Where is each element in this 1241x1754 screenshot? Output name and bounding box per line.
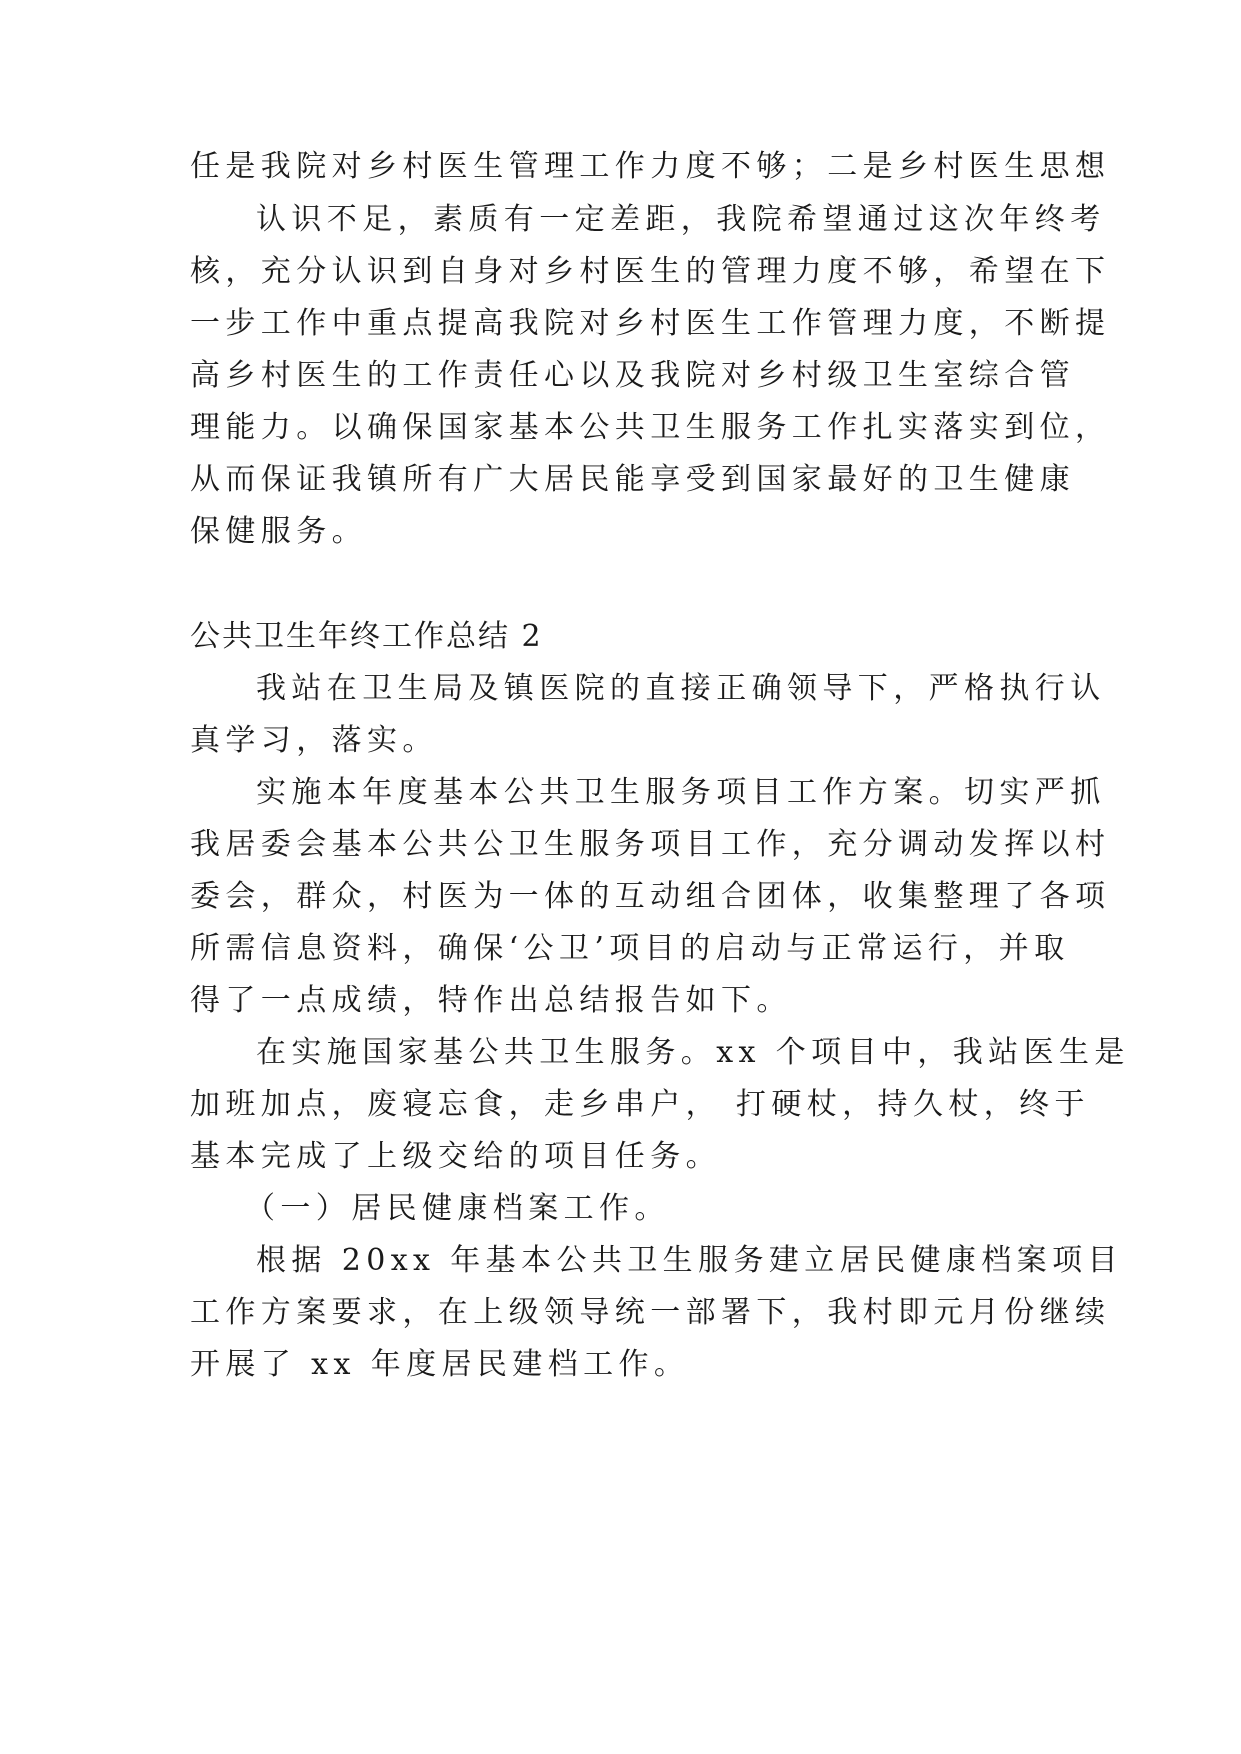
body-text-line: 核，充分认识到自身对乡村医生的管理力度不够，希望在下 <box>190 254 1111 289</box>
body-text-line: 真学习，落实。 <box>190 723 438 758</box>
subsection-heading: （一）居民健康档案工作。 <box>245 1191 670 1226</box>
body-text-line: 基本完成了上级交给的项目任务。 <box>190 1139 721 1174</box>
body-text-line: 在实施国家基公共卫生服务。xx 个项目中，我站医生是 <box>256 1035 1130 1070</box>
body-text-line: 我居委会基本公共公卫生服务项目工作，充分调动发挥以村 <box>190 827 1111 862</box>
body-text-line: 实施本年度基本公共卫生服务项目工作方案。切实严抓 <box>256 775 1106 810</box>
body-text-line: 加班加点，废寝忘食，走乡串户， 打硬杖，持久杖，终于 <box>190 1087 1090 1122</box>
body-text-line: 理能力。以确保国家基本公共卫生服务工作扎实落实到位， <box>190 410 1111 445</box>
body-text-line: 工作方案要求，在上级领导统一部署下，我村即元月份继续 <box>190 1295 1111 1330</box>
body-text-line: 得了一点成绩，特作出总结报告如下。 <box>190 983 792 1018</box>
body-text-line: 根据 20xx 年基本公共卫生服务建立居民健康档案项目 <box>256 1243 1123 1278</box>
body-text-line: 保健服务。 <box>190 514 367 549</box>
body-text-line: 我站在卫生局及镇医院的直接正确领导下，严格执行认 <box>256 671 1106 706</box>
body-text-line: 所需信息资料，确保‘公卫’项目的启动与正常运行，并取 <box>190 931 1070 966</box>
body-text-line: 一步工作中重点提高我院对乡村医生工作管理力度，不断提 <box>190 306 1111 341</box>
body-text-line: 开展了 xx 年度居民建档工作。 <box>190 1347 690 1382</box>
body-text-line: 任是我院对乡村医生管理工作力度不够；二是乡村医生思想 <box>190 149 1111 184</box>
body-text-line: 认识不足，素质有一定差距，我院希望通过这次年终考 <box>256 202 1106 237</box>
body-text-line: 高乡村医生的工作责任心以及我院对乡村级卫生室综合管 <box>190 358 1075 393</box>
body-text-line: 从而保证我镇所有广大居民能享受到国家最好的卫生健康 <box>190 462 1075 497</box>
body-text-line: 委会，群众，村医为一体的互动组合团体，收集整理了各项 <box>190 879 1111 914</box>
section-heading: 公共卫生年终工作总结 2 <box>190 619 543 654</box>
